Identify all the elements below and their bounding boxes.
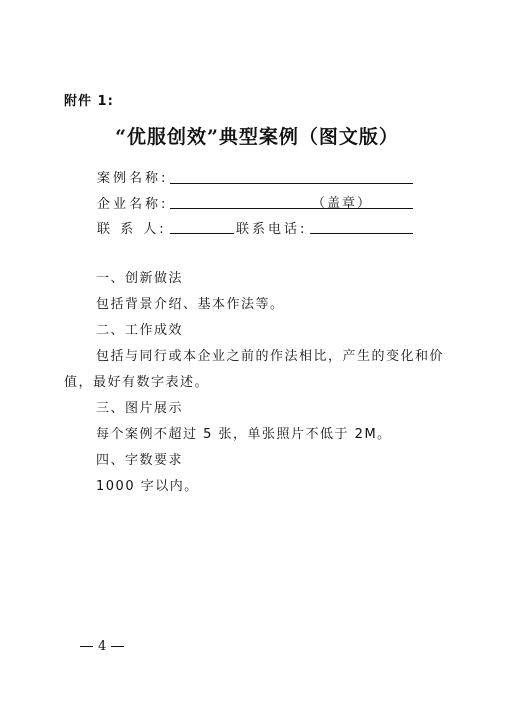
- page-number: [80, 639, 124, 654]
- contact-line: [170, 233, 234, 234]
- section-4-heading: 四、字数要求: [96, 453, 184, 468]
- company-name-label: 企业名称:: [97, 197, 169, 212]
- phone-label: 联系电话:: [236, 222, 308, 237]
- contact-label: 联 系 人:: [97, 222, 167, 237]
- phone-line: [310, 233, 413, 234]
- case-name-line: [170, 183, 413, 184]
- document-title: “优服创效”典型案例（图文版）: [115, 126, 399, 148]
- section-1-heading: 一、创新做法: [96, 271, 184, 286]
- section-2-text-line1: 包括与同行或本企业之前的作法相比，产生的变化和价: [96, 349, 445, 364]
- case-name-label: 案例名称:: [97, 171, 169, 186]
- section-2-heading: 二、工作成效: [96, 323, 184, 338]
- page-number-value: 4: [98, 639, 107, 654]
- section-1-text: 包括背景介绍、基本作法等。: [96, 297, 285, 312]
- section-4-text: 1000 字以内。: [96, 479, 199, 494]
- dash-left: [80, 646, 93, 647]
- section-3-heading: 三、图片展示: [96, 401, 184, 416]
- company-name-line: [170, 208, 413, 209]
- dash-right: [111, 646, 124, 647]
- attachment-label: 附件 1:: [64, 94, 114, 109]
- stamp-note: （盖章）: [312, 196, 373, 211]
- section-3-text: 每个案例不超过 5 张，单张照片不低于 2M。: [96, 427, 392, 442]
- section-2-text-line2: 值，最好有数字表述。: [64, 375, 210, 390]
